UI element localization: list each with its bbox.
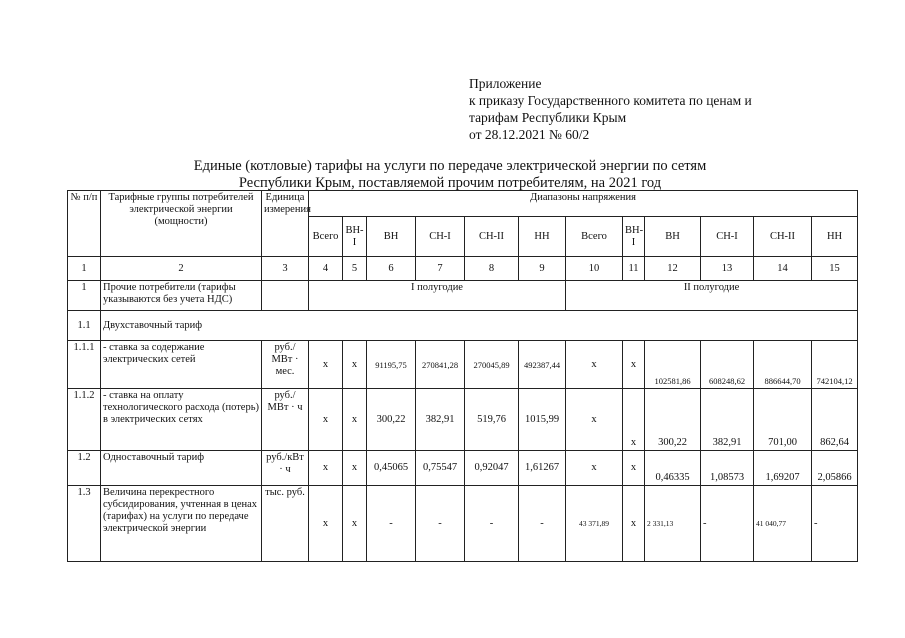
section-row <box>68 281 858 311</box>
subheader-cell: СН-II <box>465 217 519 257</box>
order-header <box>469 75 752 143</box>
column-number: 11 <box>623 257 645 281</box>
value-cell: - <box>701 486 754 562</box>
column-number: 12 <box>645 257 701 281</box>
column-number: 10 <box>566 257 623 281</box>
value-cell: 519,76 <box>465 389 519 451</box>
value-cell: 270045,89 <box>465 341 519 389</box>
row-unit: руб./МВт · мес. <box>262 341 309 389</box>
value-cell: x <box>343 451 367 486</box>
value-cell: x <box>309 451 343 486</box>
row-label: Величина перекрестного субсидирования, учтенная в ценах (тарифах) на услуги по передаче электрической энергии <box>101 486 262 562</box>
row-label: Двухставочный тариф <box>101 311 858 341</box>
value-cell: 1,08573 <box>701 451 754 486</box>
subheader-cell: ВН <box>367 217 416 257</box>
header-line-4: от 28.12.2021 № 60/2 <box>469 127 590 142</box>
column-number: 3 <box>262 257 309 281</box>
subheader-cell: СН-I <box>701 217 754 257</box>
value-cell: 742104,12 <box>812 341 858 389</box>
value-cell: - <box>367 486 416 562</box>
value-cell: x <box>623 389 645 451</box>
column-number: 14 <box>754 257 812 281</box>
row-no: 1.1.2 <box>68 389 101 451</box>
row-no: 1.1.1 <box>68 341 101 389</box>
value-cell: x <box>343 486 367 562</box>
value-cell: 1,61267 <box>519 451 566 486</box>
tariff-table <box>67 190 858 562</box>
value-cell: - <box>465 486 519 562</box>
value-cell: 492387,44 <box>519 341 566 389</box>
subheader-cell: ВН-I <box>623 217 645 257</box>
value-cell: - <box>519 486 566 562</box>
value-cell: 0,92047 <box>465 451 519 486</box>
column-number: 8 <box>465 257 519 281</box>
column-number: 5 <box>343 257 367 281</box>
value-cell: 886644,70 <box>754 341 812 389</box>
col-header-no: № п/п <box>68 191 101 257</box>
value-cell: 0,75547 <box>416 451 465 486</box>
row-unit: тыс. руб. <box>262 486 309 562</box>
value-cell: x <box>309 486 343 562</box>
value-cell: 0,45065 <box>367 451 416 486</box>
value-cell: 382,91 <box>701 389 754 451</box>
value-cell: 2 331,13 <box>645 486 701 562</box>
table-row <box>68 341 858 389</box>
column-number: 4 <box>309 257 343 281</box>
value-cell: x <box>343 341 367 389</box>
subheader-cell: Всего <box>566 217 623 257</box>
row-label: Одноставочный тариф <box>101 451 262 486</box>
header-line-1: Приложение <box>469 76 542 91</box>
row-no: 1.3 <box>68 486 101 562</box>
half-year-2: II полугодие <box>566 281 858 311</box>
section-unit-empty <box>262 281 309 311</box>
value-cell: x <box>623 341 645 389</box>
row-unit: руб./МВт · ч <box>262 389 309 451</box>
value-cell: 862,64 <box>812 389 858 451</box>
row-unit: руб./кВт · ч <box>262 451 309 486</box>
value-cell: 270841,28 <box>416 341 465 389</box>
value-cell: x <box>566 389 623 451</box>
column-number: 6 <box>367 257 416 281</box>
header-row-1 <box>68 191 858 217</box>
half-year-1: I полугодие <box>309 281 566 311</box>
col-header-unit: Единица измерения <box>262 191 309 257</box>
value-cell: 43 371,89 <box>566 486 623 562</box>
subheader-cell: ВН-I <box>343 217 367 257</box>
document-title <box>120 158 780 192</box>
subheader-cell: СН-I <box>416 217 465 257</box>
section-no: 1 <box>68 281 101 311</box>
col-header-ranges: Диапазоны напряжения <box>309 191 858 217</box>
table-row <box>68 486 858 562</box>
value-cell: x <box>623 451 645 486</box>
value-cell: 1015,99 <box>519 389 566 451</box>
value-cell: 701,00 <box>754 389 812 451</box>
title-line-2: Республики Крым, поставляемой прочим потребителям, на 2021 год <box>238 175 662 191</box>
value-cell: 300,22 <box>367 389 416 451</box>
header-line-3: тарифам Республики Крым <box>469 110 627 125</box>
row-no: 1.2 <box>68 451 101 486</box>
value-cell: - <box>812 486 858 562</box>
row-label: - ставка за содержание электрических сетей <box>101 341 262 389</box>
subheader-cell: НН <box>812 217 858 257</box>
table-row <box>68 311 858 341</box>
column-number: 1 <box>68 257 101 281</box>
column-number: 7 <box>416 257 465 281</box>
column-number: 13 <box>701 257 754 281</box>
value-cell: 608248,62 <box>701 341 754 389</box>
row-label: - ставка на оплату технологического расхода (потерь) в электрических сетях <box>101 389 262 451</box>
subheader-cell: СН-II <box>754 217 812 257</box>
value-cell: 41 040,77 <box>754 486 812 562</box>
value-cell: 2,05866 <box>812 451 858 486</box>
value-cell: x <box>566 341 623 389</box>
column-number: 9 <box>519 257 566 281</box>
value-cell: 382,91 <box>416 389 465 451</box>
value-cell: x <box>309 341 343 389</box>
header-line-2: к приказу Государственного комитета по ценам и <box>469 93 752 108</box>
value-cell: x <box>343 389 367 451</box>
value-cell: x <box>623 486 645 562</box>
section-label: Прочие потребители (тарифы указываются без учета НДС) <box>101 281 262 311</box>
subheader-cell: ВН <box>645 217 701 257</box>
value-cell: 102581,86 <box>645 341 701 389</box>
value-cell: - <box>416 486 465 562</box>
value-cell: x <box>566 451 623 486</box>
value-cell: 0,46335 <box>645 451 701 486</box>
column-number: 2 <box>101 257 262 281</box>
table-row <box>68 451 858 486</box>
subheader-cell: НН <box>519 217 566 257</box>
title-line-1: Единые (котловые) тарифы на услуги по передаче электрической энергии по сетям <box>193 158 707 174</box>
value-cell: 300,22 <box>645 389 701 451</box>
column-number: 15 <box>812 257 858 281</box>
value-cell: 1,69207 <box>754 451 812 486</box>
col-header-group: Тарифные группы потребителей электрической энергии (мощности) <box>101 191 262 257</box>
column-number-row <box>68 257 858 281</box>
value-cell: 91195,75 <box>367 341 416 389</box>
value-cell: x <box>309 389 343 451</box>
row-no: 1.1 <box>68 311 101 341</box>
subheader-cell: Всего <box>309 217 343 257</box>
table-row <box>68 389 858 451</box>
